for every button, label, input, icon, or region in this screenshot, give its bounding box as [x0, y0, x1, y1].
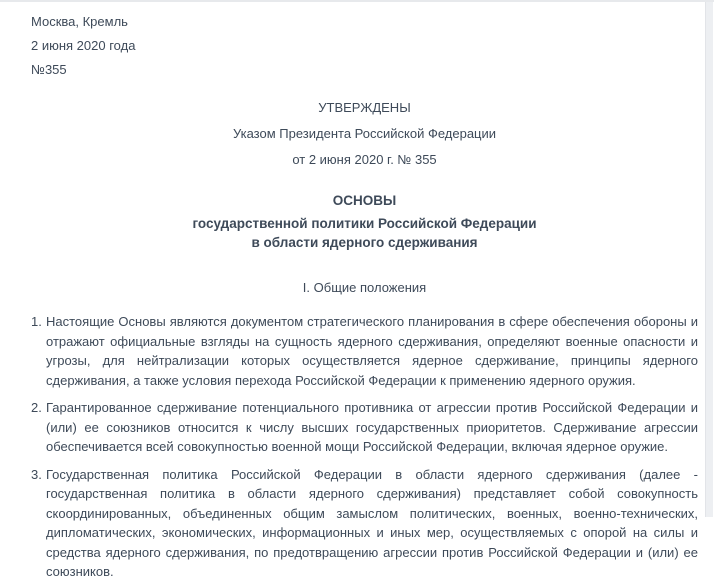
- document-title-line3: в области ядерного сдерживания: [251, 235, 478, 250]
- list-item-number: 1.: [31, 314, 42, 329]
- list-item-number: 3.: [31, 466, 42, 482]
- list-item-text: Настоящие Основы являются документом стратегического планирования в сфере обеспечения обороны и отражают официальные взгляды на сущность ядерного сдерживания, определяют военные опасности и угрозы, для нейтрализации которых осуществляется ядерное сдерживание, принципы ядерного сдерживания, а также условия перехода Российской Федерации к применению ядерного оружия.: [46, 314, 698, 388]
- list-item: [31, 465, 698, 582]
- document-title-line2: государственной политики Российской Федерации: [192, 216, 537, 231]
- list-item-text: Государственная политика Российской Федерации в области ядерного сдерживания (далее - государственная политика в области ядерного сдерживания) представляет собой совокупность скоординированных, объединенных общим замыслом политических, военных, военно-технических, дипломатических, экономических, информационных и иных мер, осуществляемых с опорой на силы и средства ядерного сдерживания, по предотвращению агрессии против Российской Федерации и (или) ее союзников.: [46, 466, 698, 579]
- approval-block: [31, 95, 698, 173]
- document-title-line1: ОСНОВЫ: [332, 193, 397, 208]
- list-item: [31, 398, 698, 457]
- list-item-text: Гарантированное сдерживание потенциального противника от агрессии против Российской Федерации и (или) ее союзников относится к числу высших государственных приоритетов. Сдерживание агрессии обеспечивается всей совокупностью военной мощи Российской Федерации, включая ядерное оружие.: [46, 400, 698, 454]
- list-item: [31, 312, 698, 390]
- meta-date: 2 июня 2020 года: [31, 38, 136, 53]
- vertical-scrollbar[interactable]: [705, 2, 713, 517]
- approval-line-approved: УТВЕРЖДЕНЫ: [318, 100, 411, 115]
- page-top-border: [0, 0, 714, 2]
- approval-line-date-number: от 2 июня 2020 г. № 355: [292, 152, 437, 167]
- approval-line-decree: Указом Президента Российской Федерации: [232, 126, 497, 141]
- section-heading: I. Общие положения: [302, 280, 427, 295]
- document-meta-block: [31, 10, 698, 82]
- meta-number: №355: [31, 62, 67, 77]
- list-item-number: 2.: [31, 400, 42, 415]
- meta-place: Москва, Кремль: [31, 14, 128, 29]
- document-title: [31, 188, 698, 252]
- numbered-paragraph-list: [31, 312, 698, 582]
